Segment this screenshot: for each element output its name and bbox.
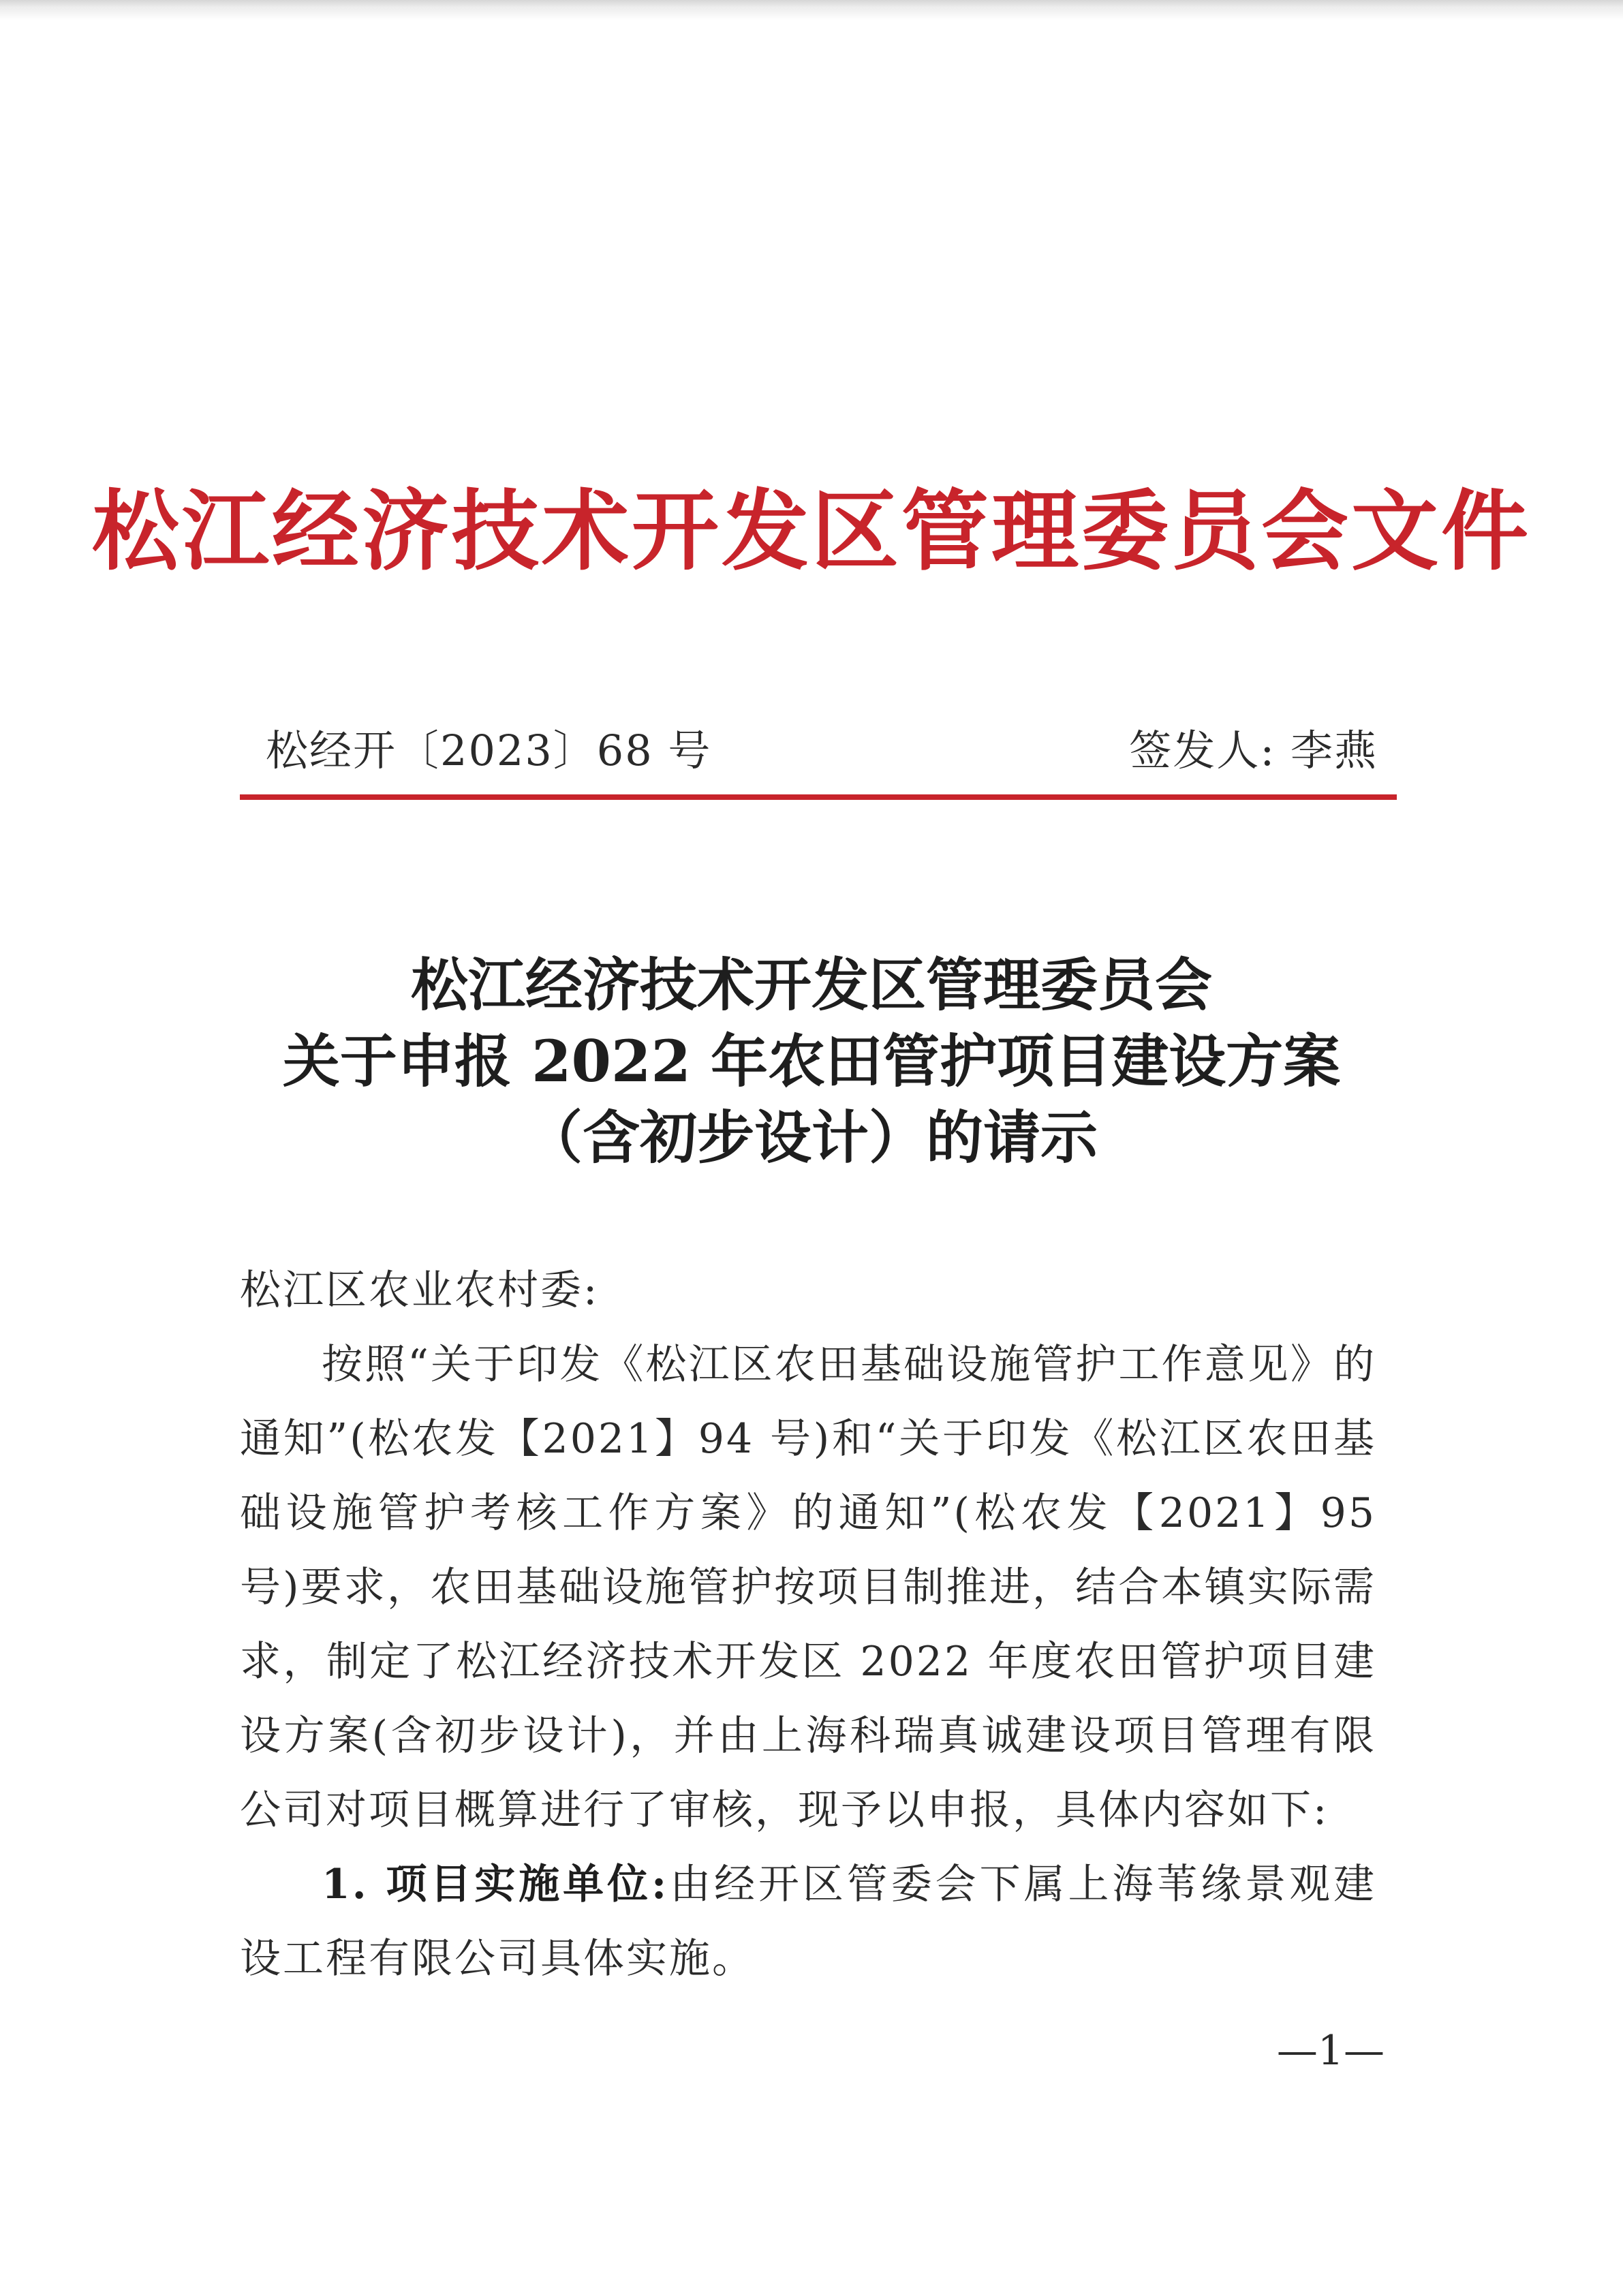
scan-edge: [0, 0, 1623, 20]
paragraph-1: 按照“关于印发《松江区农田基础设施管护工作意见》的通知”(松农发【2021】94 号)和“关于印发《松江区农田基础设施管护考核工作方案》的通知”(松农发【2021】95 号)要求，农田基础设施管护按项目制推进，结合本镇实际需求，制定了松江经济技术开发区 2022 年度农田管护项目建设方案(含初步设计)，并由上海科瑞真诚建设项目管理有限公司对项目概算进行了审核，现予以申报，具体内容如下:: [240, 1341, 1376, 1834]
item-1-label: 1. 项目实施单位:: [322, 1861, 669, 1908]
signer: 签发人: 李燕: [1129, 726, 1378, 775]
document-number: 松经开〔2023〕68 号: [266, 726, 712, 775]
item-1-text: 由经开区管委会下属上海苇缘景观建设工程有限公司具体实施。: [240, 1861, 1376, 1983]
red-divider-line: [240, 794, 1397, 800]
masthead-title: 松江经济技术开发区管理委员会文件: [91, 480, 1531, 583]
item-1: [240, 1848, 1376, 1996]
title-line-2: 关于申报 2022 年农田管护项目建设方案: [282, 1027, 1341, 1095]
salutation: 松江区农业农村委:: [240, 1267, 600, 1314]
document-body: [240, 1254, 1376, 1996]
title-line-3: （含初步设计）的请示: [525, 1104, 1098, 1171]
title-line-1: 松江经济技术开发区管理委员会: [410, 951, 1212, 1019]
page-number: —1—: [1276, 2027, 1385, 2075]
document-title: [0, 947, 1623, 1176]
